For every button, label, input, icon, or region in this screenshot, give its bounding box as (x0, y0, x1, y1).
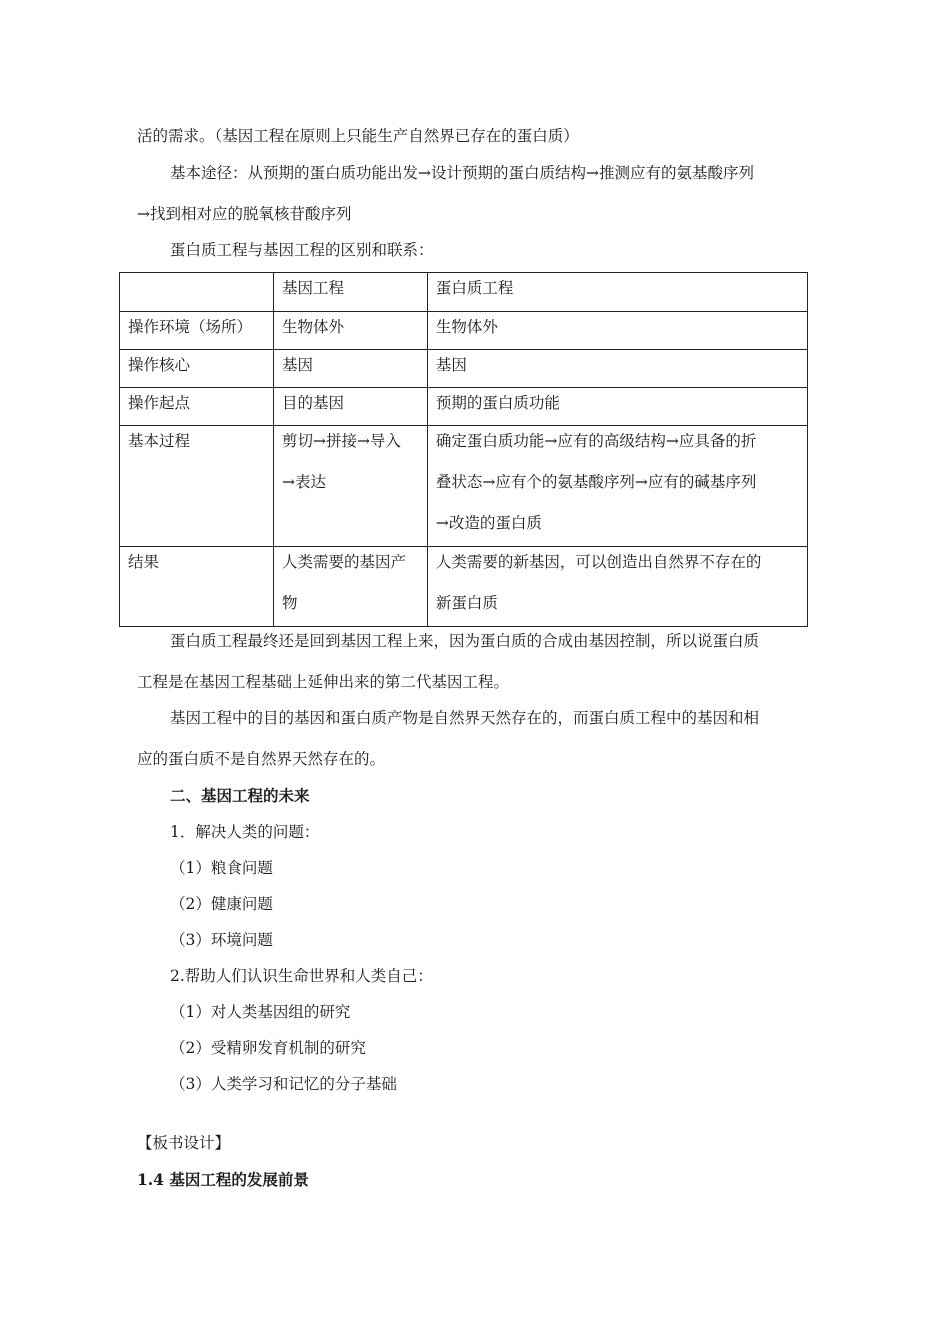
header-protein-engineering: 蛋白质工程 (427, 273, 807, 312)
section-heading: 二、基因工程的未来 (170, 786, 310, 805)
gene-cell: 基因 (273, 350, 427, 388)
gene-line: 剪切→拼接→导入 (281, 432, 401, 450)
protein-cell: 基因 (427, 350, 807, 388)
basic-pathway-line2: →找到相对应的脱氧核苷酸序列 (137, 205, 352, 223)
protein-cell: 预期的蛋白质功能 (427, 388, 807, 426)
row-label: 操作核心 (120, 350, 274, 388)
protein-line: 新蛋白质 (435, 594, 498, 612)
table-row (120, 426, 808, 547)
header-empty-cell (120, 273, 274, 312)
row-label: 操作环境（场所） (120, 312, 274, 350)
gene-line: 人类需要的基因产 (281, 553, 406, 571)
paragraph-natural-line1: 基因工程中的目的基因和蛋白质产物是自然界天然存在的，而蛋白质工程中的基因和相 (170, 709, 760, 727)
board-design-label: 【板书设计】 (137, 1134, 231, 1152)
list-subitem: （2）健康问题 (170, 895, 273, 913)
gene-cell (273, 547, 427, 627)
paragraph-continuation: 活的需求。（基因工程在原则上只能生产自然界已存在的蛋白质） (137, 127, 579, 145)
protein-cell (427, 426, 807, 547)
paragraph-protein-gene-line2: 工程是在基因工程基础上延伸出来的第二代基因工程。 (137, 673, 510, 691)
list-item-2: 2.帮助人们认识生命世界和人类自己： (170, 967, 433, 985)
table-row (120, 350, 808, 388)
table-header-row (120, 273, 808, 312)
gene-cell (273, 426, 427, 547)
row-label: 操作起点 (120, 388, 274, 426)
gene-cell: 目的基因 (273, 388, 427, 426)
gene-line: →表达 (281, 473, 326, 491)
protein-line: 人类需要的新基因，可以创造出自然界不存在的 (435, 553, 762, 571)
list-subitem: （2）受精卵发育机制的研究 (170, 1039, 366, 1057)
table-row (120, 388, 808, 426)
protein-line: 叠状态→应有个的氨基酸序列→应有的碱基序列 (435, 473, 757, 491)
comparison-table (119, 272, 808, 627)
protein-cell (427, 547, 807, 627)
table-row (120, 312, 808, 350)
protein-cell: 生物体外 (427, 312, 807, 350)
list-item-1: 1．解决人类的问题： (170, 823, 320, 841)
list-subitem: （3）人类学习和记忆的分子基础 (170, 1075, 397, 1093)
protein-line: →改造的蛋白质 (435, 514, 542, 532)
gene-cell: 生物体外 (273, 312, 427, 350)
gene-line: 物 (281, 594, 298, 612)
board-design-title: 1.4 基因工程的发展前景 (137, 1170, 309, 1189)
row-label: 结果 (120, 547, 274, 627)
list-subitem: （3）环境问题 (170, 931, 273, 949)
list-subitem: （1）对人类基因组的研究 (170, 1003, 351, 1021)
basic-pathway-line1: 基本途径：从预期的蛋白质功能出发→设计预期的蛋白质结构→推测应有的氨基酸序列 (170, 164, 754, 182)
protein-line: 确定蛋白质功能→应有的高级结构→应具备的折 (435, 432, 757, 450)
header-gene-engineering: 基因工程 (273, 273, 427, 312)
row-label: 基本过程 (120, 426, 274, 547)
list-subitem: （1）粮食问题 (170, 859, 273, 877)
paragraph-protein-gene-line1: 蛋白质工程最终还是回到基因工程上来，因为蛋白质的合成由基因控制，所以说蛋白质 (170, 632, 760, 650)
table-intro: 蛋白质工程与基因工程的区别和联系： (170, 241, 434, 259)
paragraph-natural-line2: 应的蛋白质不是自然界天然存在的。 (137, 750, 386, 768)
table-row (120, 547, 808, 627)
